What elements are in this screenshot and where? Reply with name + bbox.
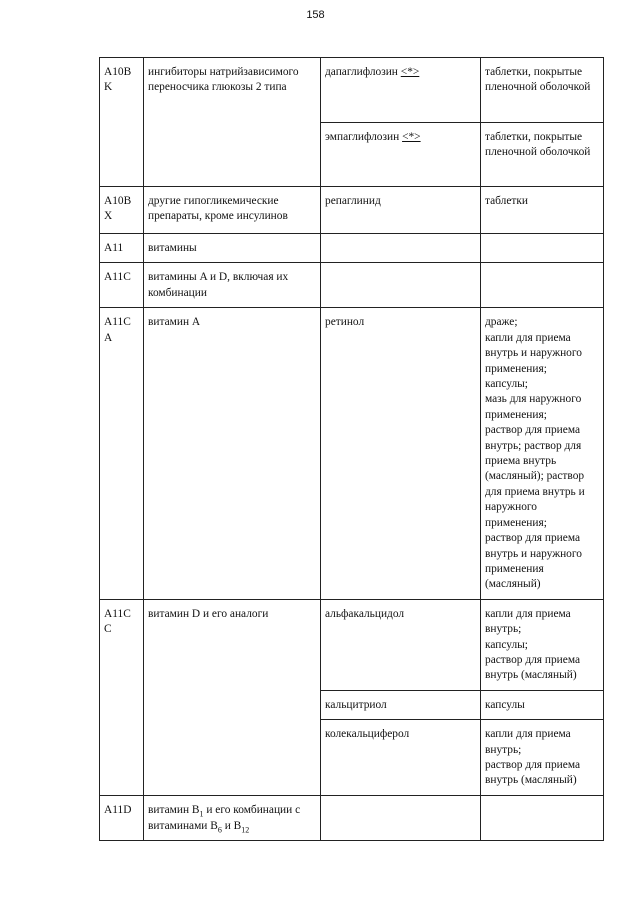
atc-code-cell: A11 (100, 234, 144, 263)
subscript: 12 (241, 824, 250, 834)
inn-cell (321, 123, 481, 187)
atc-code-cell: A11D (100, 796, 144, 841)
dosage-form-cell: капсулы (481, 690, 604, 719)
inn-cell: ретинол (321, 308, 481, 599)
dosage-form-cell: таблетки, покрытые пленочной оболочкой (481, 123, 604, 187)
subscript: 6 (217, 824, 222, 834)
dosage-form-cell (481, 263, 604, 308)
atc-code-cell: A10B K (100, 58, 144, 187)
inn-cell (321, 58, 481, 123)
group-text: и его комбинации с витаминами B (148, 804, 301, 832)
drug-table (99, 57, 604, 841)
inn-cell: альфакальцидол (321, 599, 481, 690)
table-row (100, 796, 604, 841)
atc-group-cell: витамин D и его аналоги (144, 599, 321, 795)
table-row (100, 308, 604, 599)
footnote-mark: <*> (402, 131, 421, 143)
atc-code-cell: A10B X (100, 187, 144, 234)
atc-group-cell: витамины A и D, включая их комбинации (144, 263, 321, 308)
atc-code-cell: A11C A (100, 308, 144, 599)
dosage-form-cell: таблетки, покрытые пленочной оболочкой (481, 58, 604, 123)
dosage-form-cell: таблетки (481, 187, 604, 234)
dosage-form-cell: драже; капли для приема внутрь и наружного применения; капсулы; мазь для наружного применения; раствор для приема внутрь; раствор для приема внутрь (масляный); раствор для приема внутрь и наружного применения; раствор для приема внутрь и наружного применения (масляный) (481, 308, 604, 599)
atc-code-cell: A11C C (100, 599, 144, 795)
inn-cell (321, 796, 481, 841)
inn-name: дапаглифлозин (325, 66, 398, 78)
table-row (100, 234, 604, 263)
table-row (100, 599, 604, 690)
table-row (100, 58, 604, 123)
table-row (100, 263, 604, 308)
atc-group-cell: другие гипогликемические препараты, кроме инсулинов (144, 187, 321, 234)
page-number: 158 (306, 9, 325, 21)
group-text: и B (221, 819, 242, 832)
atc-group-cell: витамин A (144, 308, 321, 599)
inn-cell (321, 234, 481, 263)
dosage-form-cell (481, 234, 604, 263)
atc-group-cell: ингибиторы натрийзависимого переносчика глюкозы 2 типа (144, 58, 321, 187)
inn-cell (321, 263, 481, 308)
subscript: 1 (199, 809, 204, 819)
inn-cell: кальцитриол (321, 690, 481, 719)
group-text: витамин B (148, 804, 200, 817)
dosage-form-cell: капли для приема внутрь; капсулы; раствор для приема внутрь (масляный) (481, 599, 604, 690)
dosage-form-cell (481, 796, 604, 841)
inn-name: эмпаглифлозин (325, 131, 400, 143)
atc-group-cell (144, 796, 321, 841)
table-row (100, 187, 604, 234)
atc-group-cell: витамины (144, 234, 321, 263)
atc-code-cell: A11C (100, 263, 144, 308)
inn-cell: репаглинид (321, 187, 481, 234)
inn-cell: колекальциферол (321, 720, 481, 796)
dosage-form-cell: капли для приема внутрь; раствор для приема внутрь (масляный) (481, 720, 604, 796)
footnote-mark: <*> (400, 66, 420, 78)
